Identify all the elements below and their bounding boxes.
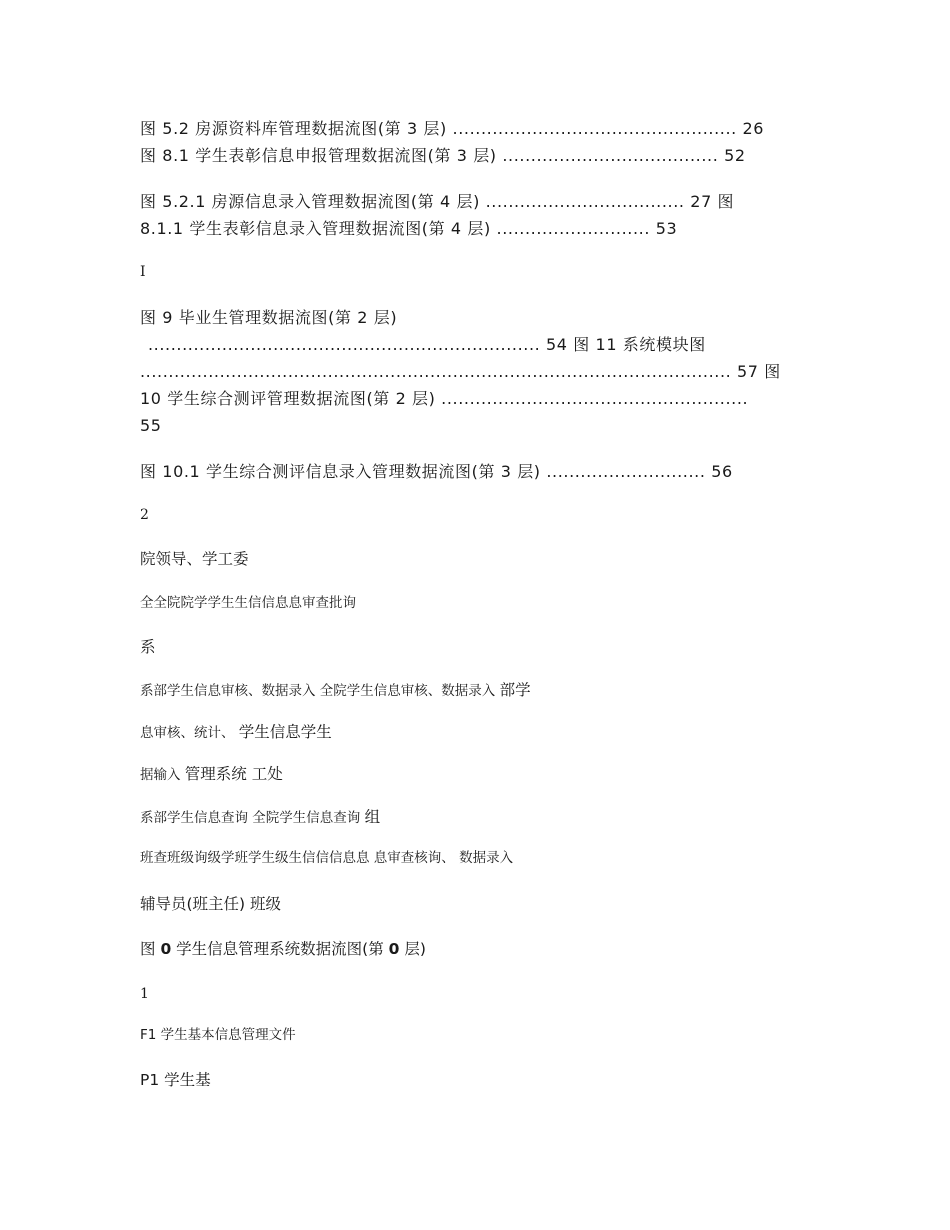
caption-part: 层) xyxy=(399,940,426,958)
toc-line: ........................................................................................................ 57 图 xyxy=(140,362,781,381)
diagram-text-part: 据输入 xyxy=(140,767,181,783)
diagram-text: 辅导员(班主任) 班级 xyxy=(140,895,282,913)
diagram-text: F1 学生基本信息管理文件 xyxy=(140,1027,296,1043)
toc-line: 55 xyxy=(140,416,162,435)
diagram-text: 全全院院学学生生信信息息审查批询 xyxy=(140,595,356,611)
diagram-text-part: 学生信息学生 xyxy=(238,723,332,741)
toc-line: 10 学生综合测评管理数据流图(第 2 层) ...................................................... xyxy=(140,389,749,408)
diagram-text: P1 学生基 xyxy=(140,1071,211,1089)
diagram-text xyxy=(140,767,283,783)
toc-line: 图 5.2.1 房源信息录入管理数据流图(第 4 层) ................................... 27 图 xyxy=(140,192,735,211)
diagram-text-part: 管理系统 工处 xyxy=(184,765,283,783)
toc-line: 图 10.1 学生综合测评信息录入管理数据流图(第 3 层) ............................ 56 xyxy=(140,462,733,481)
toc-line: 8.1.1 学生表彰信息录入管理数据流图(第 4 层) ........................... 53 xyxy=(140,219,678,238)
diagram-text-part: 系部学生信息审核、数据录入 全院学生信息审核、数据录入 xyxy=(140,683,496,699)
page-number: 2 xyxy=(140,507,149,523)
diagram-text: 院领导、学工委 xyxy=(140,550,249,568)
diagram-text xyxy=(140,683,531,699)
diagram-text-part: 系部学生信息查询 全院学生信息查询 xyxy=(140,810,361,826)
caption-part: 0 xyxy=(388,940,400,958)
caption-part: 图 xyxy=(140,940,161,958)
diagram-text-part: 息审核、统计、 xyxy=(140,725,235,741)
caption-part: 学生信息管理系统数据流图(第 xyxy=(171,940,389,958)
roman-page-number: I xyxy=(140,264,146,280)
diagram-text-part: 组 xyxy=(364,808,381,826)
toc-line: 图 8.1 学生表彰信息申报管理数据流图(第 3 层) ...................................... 52 xyxy=(140,146,746,165)
toc-line: 图 5.2 房源资料库管理数据流图(第 3 层) .................................................. 26 xyxy=(140,119,765,138)
toc-line: 图 9 毕业生管理数据流图(第 2 层) xyxy=(140,308,398,327)
toc-line: ..................................................................... 54 图 11 系统模块图 xyxy=(148,335,706,354)
diagram-text-part: 部学 xyxy=(499,681,531,699)
diagram-text: 系 xyxy=(140,638,156,656)
diagram-text xyxy=(140,725,332,741)
diagram-text: 班查班级询级学班学生级生信信信息息 息审查核询、 数据录入 xyxy=(140,850,514,866)
caption-part: 0 xyxy=(160,940,172,958)
figure-caption xyxy=(140,942,426,958)
diagram-text: 1 xyxy=(140,986,149,1002)
diagram-text xyxy=(140,810,380,826)
